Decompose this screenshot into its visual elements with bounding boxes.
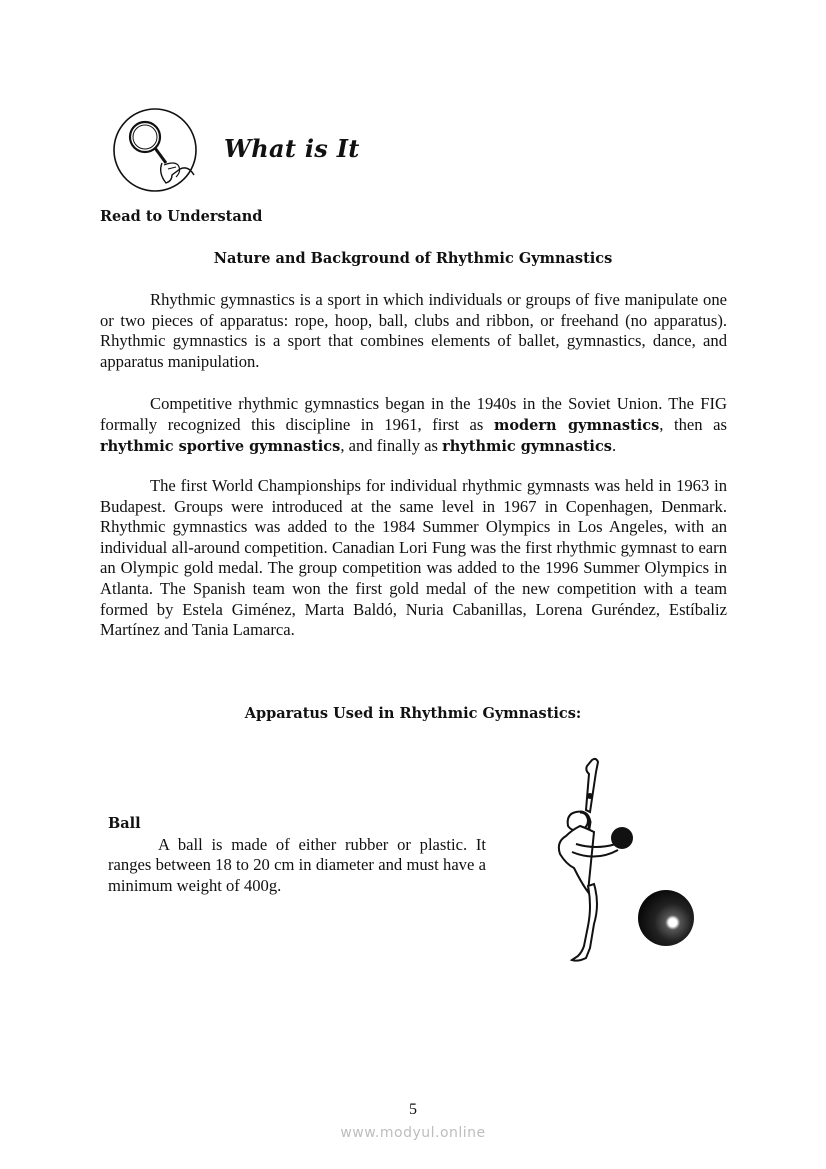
- paragraph-3: [100, 476, 727, 641]
- page-number: 5: [409, 1101, 417, 1118]
- paragraph-2-text-a: Competitive rhythmic gymnastics began in the 1940s in the Soviet Union. The FIG formally recognized this discipline in 1961, first as: [100, 394, 727, 434]
- paragraph-2-text-b: , then as: [659, 414, 727, 434]
- apparatus-ball-description: A ball is made of either rubber or plastic. It ranges between 18 to 20 cm in diameter and must have a minimum weight of 400g.: [108, 834, 486, 895]
- section-title-apparatus: Apparatus Used in Rhythmic Gymnastics:: [244, 705, 582, 722]
- magnifying-glass-in-hand-icon: [112, 107, 198, 193]
- paragraph-2-text-c: , and finally as: [340, 436, 443, 456]
- paragraph-2: [100, 394, 727, 458]
- apparatus-ball: [108, 814, 486, 896]
- paragraph-1-text: Rhythmic gymnastics is a sport in which individuals or groups of five manipulate one or two pieces of apparatus: rope, hoop, ball, clubs and ribbon, or freehand (no apparatus). Rhythmic gymnastics is a sport that combines elements of ballet, gymnastics, dance, and apparatus manipulation.: [100, 290, 727, 371]
- watermark: www.modyul.online: [340, 1125, 486, 1141]
- gymnast-with-ball-illustration: [548, 756, 700, 968]
- term-modern-gymnastics: modern gymnastics: [493, 416, 660, 434]
- paragraph-3-text: The first World Championships for individual rhythmic gymnasts was held in 1963 in Budapest. Groups were introduced at the same level in 1967 in Copenhagen, Denmark. Rhythmic gymnastics was added to the 1984 Summer Olympics in Los Angeles, with an individual all-around competition. Canadian Lori Fung was the first rhythmic gymnast to earn an Olympic gold medal. The group competition was added to the 1996 Summer Olympics in Atlanta. The Spanish team won the first gold medal of the new competition with a team formed by Estela Giménez, Marta Baldó, Nuria Cabanillas, Lorena Guréndez, Estíbaliz Martínez and Tania Lamarca.: [100, 476, 727, 640]
- apparatus-ball-heading: Ball: [108, 815, 141, 832]
- page-title: What is It: [224, 134, 360, 163]
- term-rhythmic-sportive-gymnastics: rhythmic sportive gymnastics: [100, 438, 341, 456]
- section-title-nature: Nature and Background of Rhythmic Gymnastics: [213, 250, 613, 267]
- term-rhythmic-gymnastics: rhythmic gymnastics: [442, 438, 612, 456]
- paragraph-2-text-d: .: [611, 436, 617, 456]
- subheading: Read to Understand: [100, 208, 263, 225]
- paragraph-1: [100, 290, 727, 372]
